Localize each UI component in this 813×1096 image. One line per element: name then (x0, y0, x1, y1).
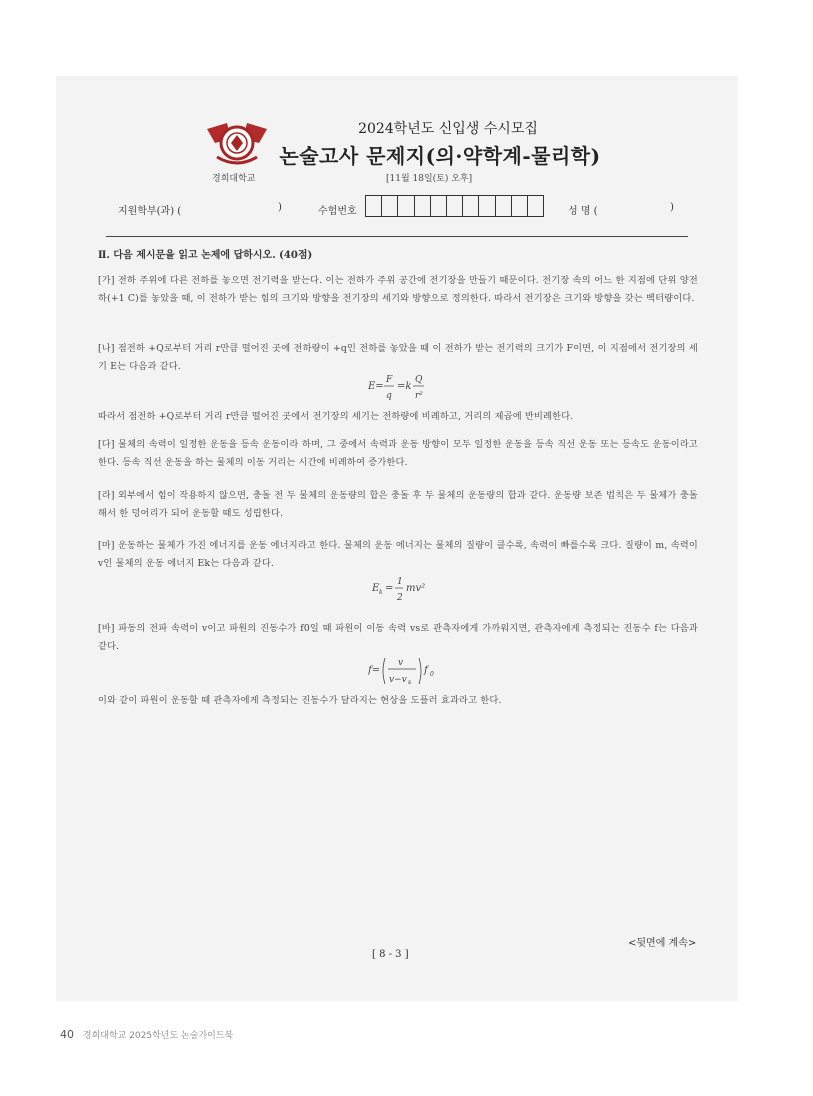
exam-subtitle: 2024학년도 신입생 수시모집 (358, 121, 538, 137)
passage-ga: [가] 전하 주위에 다른 전하를 놓으면 전기력을 받는다. 이는 전하가 주위 공간에 전기장을 만들기 때문이다. 전기장 속의 어느 한 지점에 단위 양전하(+1 C)를 놓았을 때, 이 전하가 받는 힘의 크기와 방향을 전기장의 세기와 방향으로 정의한다. 따라서 전기장은 크기와 방향을 갖는 벡터량이다. (98, 275, 698, 304)
svg-text:1: 1 (397, 577, 403, 587)
svg-text:f=: f= (368, 665, 381, 676)
passage-ra: [라] 외부에서 힘이 작용하지 않으면, 충돌 전 두 물체의 운동량의 합은 충돌 후 두 물체의 운동량의 합과 같다. 운동량 보존 법칙은 두 물체가 충돌해서 한 덩어리가 되어 운동할 때도 성립한다. (98, 490, 698, 519)
sheet-page-number: [ 8 - 3 ] (372, 949, 409, 960)
svg-text:=: = (385, 583, 394, 594)
svg-text:F: F (386, 375, 393, 385)
exam-number-label: 수험번호 (318, 206, 357, 217)
svg-text:2: 2 (397, 593, 403, 603)
svg-text:f: f (424, 665, 428, 676)
name-close: ) (670, 202, 674, 213)
university-name: 경희대학교 (212, 174, 256, 184)
svg-text:s: s (408, 679, 412, 686)
svg-text:0: 0 (430, 671, 434, 678)
passage-na: [나] 점전하 +Q로부터 거리 r만큼 떨어진 곳에 전하량이 +q인 전하를 놓았을 때 이 전하가 받는 전기력의 크기가 F이면, 이 지점에서 전기장의 세기 E는 다음과 같다. (98, 343, 698, 372)
question-heading: Ⅱ. 다음 제시문을 읽고 논제에 답하시오. (40점) (98, 250, 313, 261)
footer-page-number: 40 (60, 1028, 74, 1041)
book-footer (60, 1028, 233, 1041)
svg-text:=k: =k (397, 381, 412, 392)
exam-number-boxes[interactable] (365, 195, 544, 217)
dept-close: ) (278, 202, 282, 213)
passage-ba: [바] 파동의 전파 속력이 v이고 파원의 진동수가 f0일 때 파원이 이동 속력 vs로 관측자에게 가까워지면, 관측자에게 측정되는 진동수 f는 다음과 같다. (98, 623, 698, 652)
svg-text:k: k (379, 589, 383, 596)
svg-text:v: v (398, 658, 404, 668)
svg-text:mv²: mv² (406, 583, 426, 594)
equation-kinetic-energy (372, 574, 442, 607)
svg-text:E: E (372, 583, 380, 594)
svg-text:v−v: v−v (389, 675, 407, 685)
equation-doppler (368, 654, 448, 691)
exam-title: 논술고사 문제지(의·약학계-물리학) (279, 144, 601, 168)
passage-da: [다] 물체의 속력이 일정한 운동을 등속 운동이라 하며, 그 중에서 속력과 운동 방향이 모두 일정한 운동을 등속 직선 운동 또는 등속도 운동이라고 한다. 등속 직선 운동을 하는 물체의 이동 거리는 시간에 비례하여 증가한다. (98, 439, 698, 468)
equation-electric-field (368, 372, 448, 405)
svg-text:r²: r² (415, 391, 423, 401)
dept-label: 지원학부(과) ( (118, 206, 182, 217)
passage-ba-conclusion: 이와 같이 파원이 운동할 때 관측자에게 측정되는 진동수가 달라지는 현상을 도플러 효과라고 한다. (98, 695, 502, 706)
svg-text:q: q (386, 391, 392, 401)
header-divider (106, 236, 688, 237)
name-label: 성 명 ( (568, 206, 598, 217)
svg-text:Q: Q (415, 375, 423, 385)
university-seal-logo (205, 119, 269, 171)
exam-date: [11월 18일(토) 오후] (386, 174, 473, 184)
passage-ma: [마] 운동하는 물체가 가진 에너지를 운동 에너지라고 한다. 물체의 운동 에너지는 물체의 질량이 클수록, 속력이 빠를수록 크다. 질량이 m, 속력이 v인 물체의 운동 에너지 Ek는 다음과 같다. (98, 540, 698, 569)
passage-na-conclusion: 따라서 점전하 +Q로부터 거리 r만큼 떨어진 곳에서 전기장의 세기는 전하량에 비례하고, 거리의 제곱에 반비례한다. (98, 411, 574, 422)
svg-text:E=: E= (368, 381, 384, 392)
continue-notice: <뒷면에 계속> (628, 938, 697, 949)
footer-title: 경희대학교 2025학년도 논술가이드북 (82, 1031, 234, 1041)
